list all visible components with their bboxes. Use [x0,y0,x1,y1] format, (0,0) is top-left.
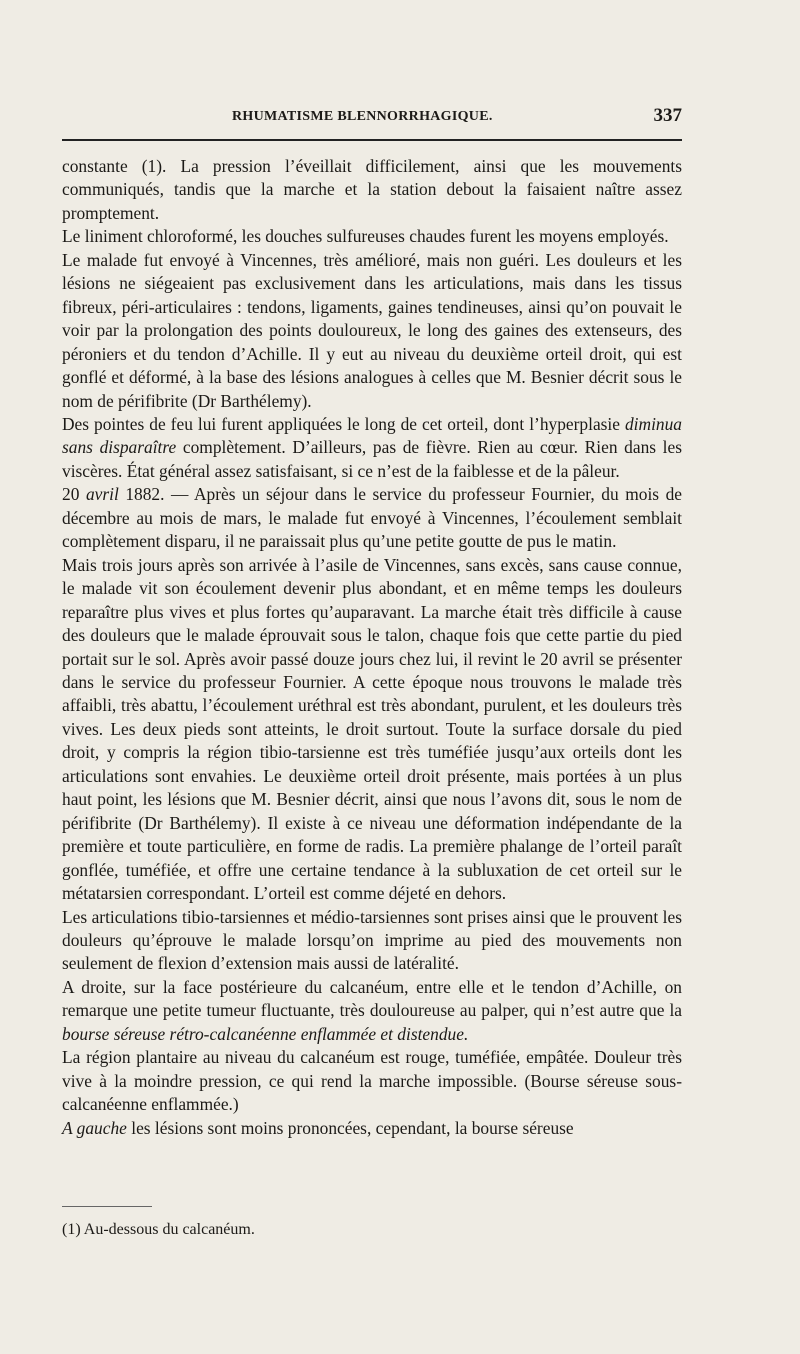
paragraph-8: A droite, sur la face postérieure du calcanéum, entre elle et le tendon d’Achille, on remarque une petite tumeur fluctuante, très douloureuse au palper, qui n’est autre que la bourse séreuse rétro-calcanéenne enflammée et distendue. [62,976,682,1044]
paragraph-1: constante (1). La pression l’éveillait difficilement, ainsi que les mouvements communiqués, tandis que la marche et la station debout la faisaient naître assez promptement. [62,156,682,223]
header-rule [62,139,682,141]
footnote-rule [62,1206,152,1207]
italic-phrase: diminua sans disparaître [62,413,682,458]
footnote: (1) Au-dessous du calcanéum. [62,1221,255,1238]
paragraph-5: 20 avril 1882. — Après un séjour dans le service du professeur Fournier, du mois de décembre au mois de mars, le malade fut envoyé à Vincennes, l’écoulement semblait complètement disparu, il ne paraissait plus qu’une petite goutte de pus le matin. [62,484,682,552]
paragraph-2: Le liniment chloroformé, les douches sulfureuses chaudes furent les moyens employés. [62,226,669,247]
paragraph-9: La région plantaire au niveau du calcanéum est rouge, tuméfiée, empâtée. Douleur très vive à la moindre pression, ce qui rend la marche impossible. (Bourse séreuse sous-calcanéenne enflammée.) [62,1047,682,1115]
paragraph-3: Le malade fut envoyé à Vincennes, très amélioré, mais non guéri. Les douleurs et les lésions ne siégeaient pas exclusivement dans les articulations, mais dans les tissus fibreux, péri-articulaires : tendons, ligaments, gaines tendineuses, ainsi qu’on pouvait le voir par la prolongation des points douloureux, le long des gaines des extenseurs, des péroniers et du tendon d’Achille. Il y eut au niveau du deuxième orteil droit, qui est gonflé et déformé, à la base des lésions analogues à celles que M. Besnier décrit sous le nom de périfibrite (Dr Barthélemy). [62,249,682,411]
paragraph-10: A gauche les lésions sont moins prononcées, cependant, la bourse séreuse [62,1117,574,1138]
italic-phrase: bourse séreuse rétro-calcanéenne enflammée et distendue. [62,1023,469,1044]
running-head [62,103,682,133]
italic-phrase: A gauche [62,1117,127,1138]
paragraph-7: Les articulations tibio-tarsiennes et médio-tarsiennes sont prises ainsi que le prouvent les douleurs qu’éprouve le malade lorsqu’on imprime au pied des mouvements non seulement de flexion d’extension mais aussi de latéralité. [62,906,682,974]
page-number: 337 [653,105,682,126]
italic-date: avril [85,484,119,505]
body-text [62,155,682,1140]
paragraph-6: Mais trois jours après son arrivée à l’asile de Vincennes, sans excès, sans cause connue, le malade vit son écoulement devenir plus abondant, et en même temps les douleurs reparaître plus vives et plus fortes qu’auparavant. La marche était très difficile à cause des douleurs que le malade éprouvait sous le talon, chaque fois que cette partie du pied portait sur le sol. Après avoir passé douze jours chez lui, il revint le 20 avril se présenter dans le service du professeur Fournier. A cette époque nous trouvons le malade très affaibli, très abattu, l’écoulement uréthral est très abondant, purulent, et les douleurs très vives. Les deux pieds sont atteints, le droit surtout. Toute la surface dorsale du pied droit, y compris la région tibio-tarsienne est très tuméfiée jusqu’aux orteils dont les articulations sont envahies. Le deuxième orteil droit présente, mais portées à un plus haut point, les lésions que M. Besnier décrit, ainsi que nous l’avons dit, sous le nom de périfibrite (Dr Barthélemy). Il existe à ce niveau une déformation indépendante de la première et toute particulière, en forme de radis. La première phalange de l’orteil paraît gonflée, tuméfiée, et offre une certaine tendance à la subluxation de cet orteil sur le métatarsien correspondant. L’orteil est comme déjeté en dehors. [62,554,682,904]
running-title: RHUMATISME BLENNORRHAGIQUE. [232,109,493,124]
paragraph-4: Des pointes de feu lui furent appliquées le long de cet orteil, dont l’hyperplasie diminua sans disparaître complètement. D’ailleurs, pas de fièvre. Rien au cœur. Rien dans les viscères. État général assez satisfaisant, si ce n’est de la faiblesse et de la pâleur. [62,413,682,481]
